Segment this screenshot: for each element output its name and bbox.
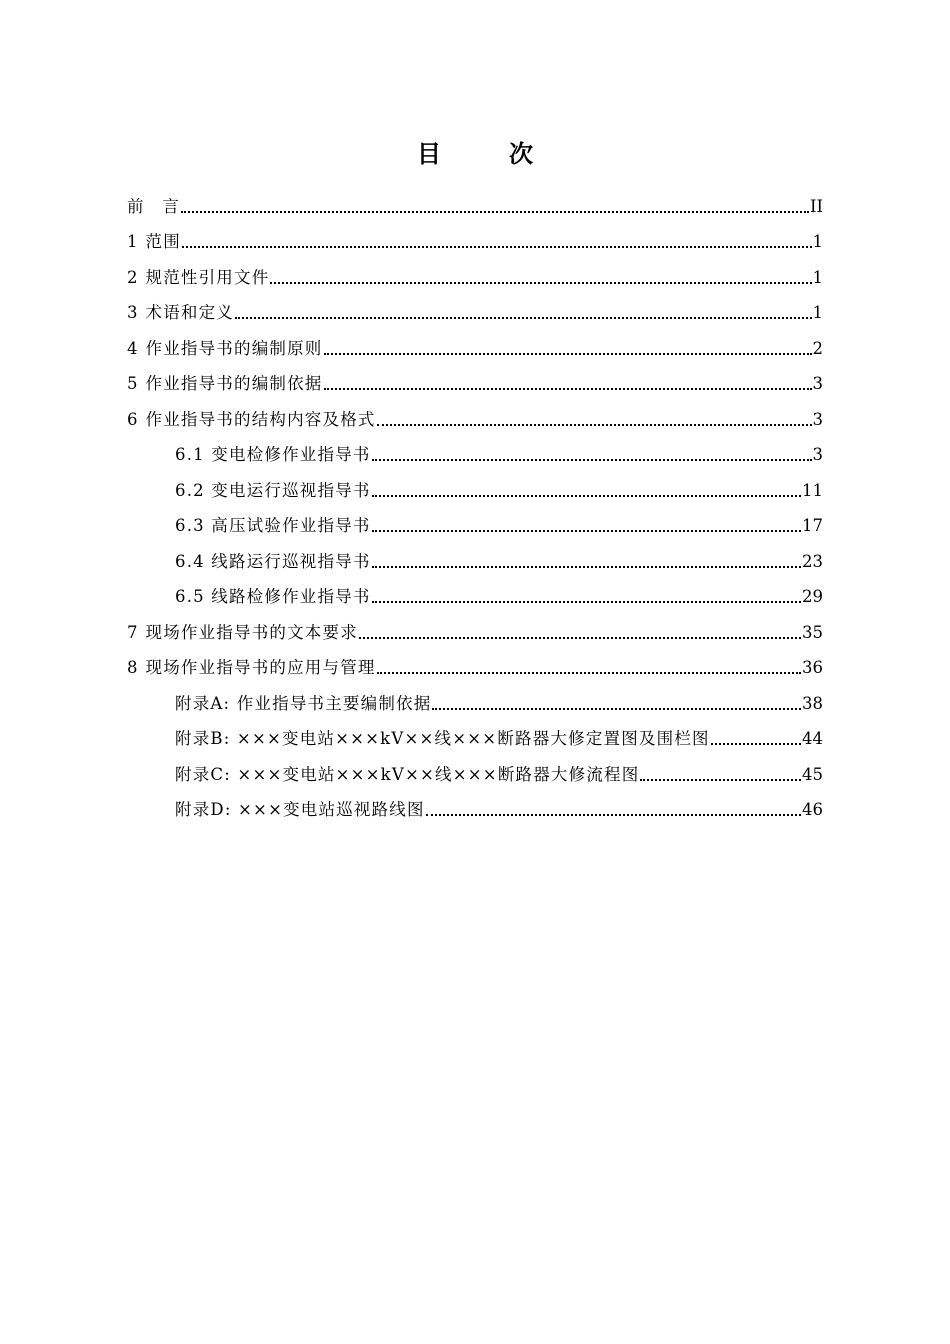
toc-entry[interactable] bbox=[127, 397, 823, 433]
toc-entry-text: 前 言 bbox=[127, 196, 181, 216]
toc-entry[interactable] bbox=[127, 220, 823, 256]
toc-entry[interactable] bbox=[127, 681, 823, 717]
toc-dot-leader bbox=[426, 814, 801, 816]
toc-entry[interactable] bbox=[127, 504, 823, 540]
toc-entry-text: 范围 bbox=[145, 232, 181, 251]
toc-entry[interactable] bbox=[127, 717, 823, 753]
toc-entry-number: 8 bbox=[127, 658, 138, 677]
toc-entry[interactable] bbox=[127, 752, 823, 788]
toc-page-number: 29 bbox=[802, 587, 823, 606]
toc-page-number: 35 bbox=[802, 622, 823, 642]
toc-dot-leader bbox=[711, 743, 801, 745]
toc-dot-leader bbox=[324, 353, 812, 355]
toc-page-number: 17 bbox=[802, 516, 823, 535]
toc-entry[interactable] bbox=[127, 539, 823, 575]
toc-dot-leader bbox=[377, 424, 812, 426]
toc-page-number: 3 bbox=[812, 409, 823, 429]
toc-entry-text: 规范性引用文件 bbox=[145, 267, 270, 287]
toc-dot-leader bbox=[235, 317, 812, 319]
toc-dot-leader bbox=[640, 779, 801, 781]
toc-page-number: 44 bbox=[802, 729, 823, 748]
toc-page-number: 11 bbox=[802, 480, 823, 500]
toc-dot-leader bbox=[372, 459, 812, 461]
toc-dot-leader bbox=[182, 246, 812, 248]
toc-entry-number: 4 bbox=[127, 338, 138, 358]
toc-dot-leader bbox=[372, 495, 801, 497]
toc-page-number: 3 bbox=[812, 374, 823, 393]
toc-entry-label bbox=[175, 727, 710, 752]
toc-entry-label bbox=[175, 479, 371, 504]
toc-entry-label bbox=[127, 301, 234, 326]
toc-entry-label bbox=[175, 763, 639, 788]
toc-entry-text: 6.1 变电检修作业指导书 bbox=[175, 445, 371, 464]
toc-entry-label bbox=[127, 408, 376, 433]
toc-page-number: 3 bbox=[812, 445, 823, 464]
toc-page-number: 2 bbox=[812, 338, 823, 358]
toc-entry-text: 作业指导书的编制依据 bbox=[145, 374, 323, 393]
toc-page-number: II bbox=[809, 196, 823, 216]
toc-page-number: 46 bbox=[802, 800, 823, 819]
toc-page-number: 23 bbox=[802, 551, 823, 571]
toc-entry-text: 术语和定义 bbox=[145, 303, 234, 322]
toc-entry[interactable] bbox=[127, 362, 823, 398]
toc-entry[interactable] bbox=[127, 291, 823, 327]
toc-entry-label bbox=[175, 585, 371, 610]
toc-entry-text: 附录B: ×××变电站×××kV××线×××断路器大修定置图及围栏图 bbox=[175, 729, 710, 748]
toc-dot-leader bbox=[372, 530, 801, 532]
toc-entry-label bbox=[127, 266, 269, 291]
toc-entry-number: 5 bbox=[127, 374, 138, 393]
toc-dot-leader bbox=[432, 708, 801, 710]
toc-dot-leader bbox=[372, 566, 801, 568]
toc-entry-label bbox=[127, 656, 376, 681]
toc-entry[interactable] bbox=[127, 575, 823, 611]
toc-entry[interactable] bbox=[127, 646, 823, 682]
toc-list bbox=[127, 184, 823, 823]
toc-entry-text: 6.5 线路检修作业指导书 bbox=[175, 587, 371, 606]
toc-dot-leader bbox=[377, 672, 801, 674]
toc-entry[interactable] bbox=[127, 433, 823, 469]
toc-entry-label bbox=[127, 621, 358, 646]
toc-entry[interactable] bbox=[127, 788, 823, 824]
toc-entry-text: 现场作业指导书的应用与管理 bbox=[145, 658, 376, 677]
toc-page-number: 1 bbox=[812, 232, 823, 251]
toc-entry-label bbox=[175, 514, 371, 539]
toc-page-number: 38 bbox=[802, 693, 823, 713]
toc-entry-label bbox=[127, 195, 180, 220]
toc-entry-text: 现场作业指导书的文本要求 bbox=[145, 622, 358, 642]
toc-entry-text: 作业指导书的编制原则 bbox=[145, 338, 323, 358]
toc-dot-leader bbox=[324, 388, 812, 390]
toc-entry-text: 6.2 变电运行巡视指导书 bbox=[175, 480, 371, 500]
toc-entry-number: 2 bbox=[127, 267, 138, 287]
toc-title: 目 次 bbox=[417, 139, 555, 168]
toc-dot-leader bbox=[359, 637, 801, 639]
toc-entry-label bbox=[127, 372, 323, 397]
toc-page-number: 45 bbox=[802, 764, 823, 784]
toc-dot-leader bbox=[181, 211, 809, 213]
toc-entry-text: 附录C: ×××变电站×××kV××线×××断路器大修流程图 bbox=[175, 764, 640, 784]
toc-entry[interactable] bbox=[127, 255, 823, 291]
toc-entry[interactable] bbox=[127, 184, 823, 220]
toc-entry-text: 6.4 线路运行巡视指导书 bbox=[175, 551, 371, 571]
toc-entry-label bbox=[127, 337, 323, 362]
toc-entry-text: 附录D: ×××变电站巡视路线图 bbox=[175, 800, 425, 819]
toc-entry-label bbox=[175, 550, 371, 575]
toc-dot-leader bbox=[270, 282, 811, 284]
toc-page-number: 36 bbox=[802, 658, 823, 677]
toc-entry-label bbox=[175, 798, 425, 823]
toc-entry-label bbox=[175, 692, 431, 717]
toc-entry[interactable] bbox=[127, 326, 823, 362]
toc-entry-number: 1 bbox=[127, 232, 138, 251]
toc-entry[interactable] bbox=[127, 610, 823, 646]
toc-page-number: 1 bbox=[812, 267, 823, 287]
toc-entry-number: 7 bbox=[127, 622, 138, 642]
toc-entry-number: 3 bbox=[127, 303, 138, 322]
toc-entry-text: 附录A: 作业指导书主要编制依据 bbox=[175, 693, 432, 713]
toc-page-number: 1 bbox=[812, 303, 823, 322]
toc-entry-text: 6.3 高压试验作业指导书 bbox=[175, 516, 371, 535]
toc-entry-text: 作业指导书的结构内容及格式 bbox=[145, 409, 376, 429]
toc-entry-number: 6 bbox=[127, 409, 138, 429]
toc-dot-leader bbox=[372, 601, 801, 603]
toc-entry-label bbox=[127, 230, 181, 255]
toc-entry-label bbox=[175, 443, 371, 468]
toc-entry[interactable] bbox=[127, 468, 823, 504]
